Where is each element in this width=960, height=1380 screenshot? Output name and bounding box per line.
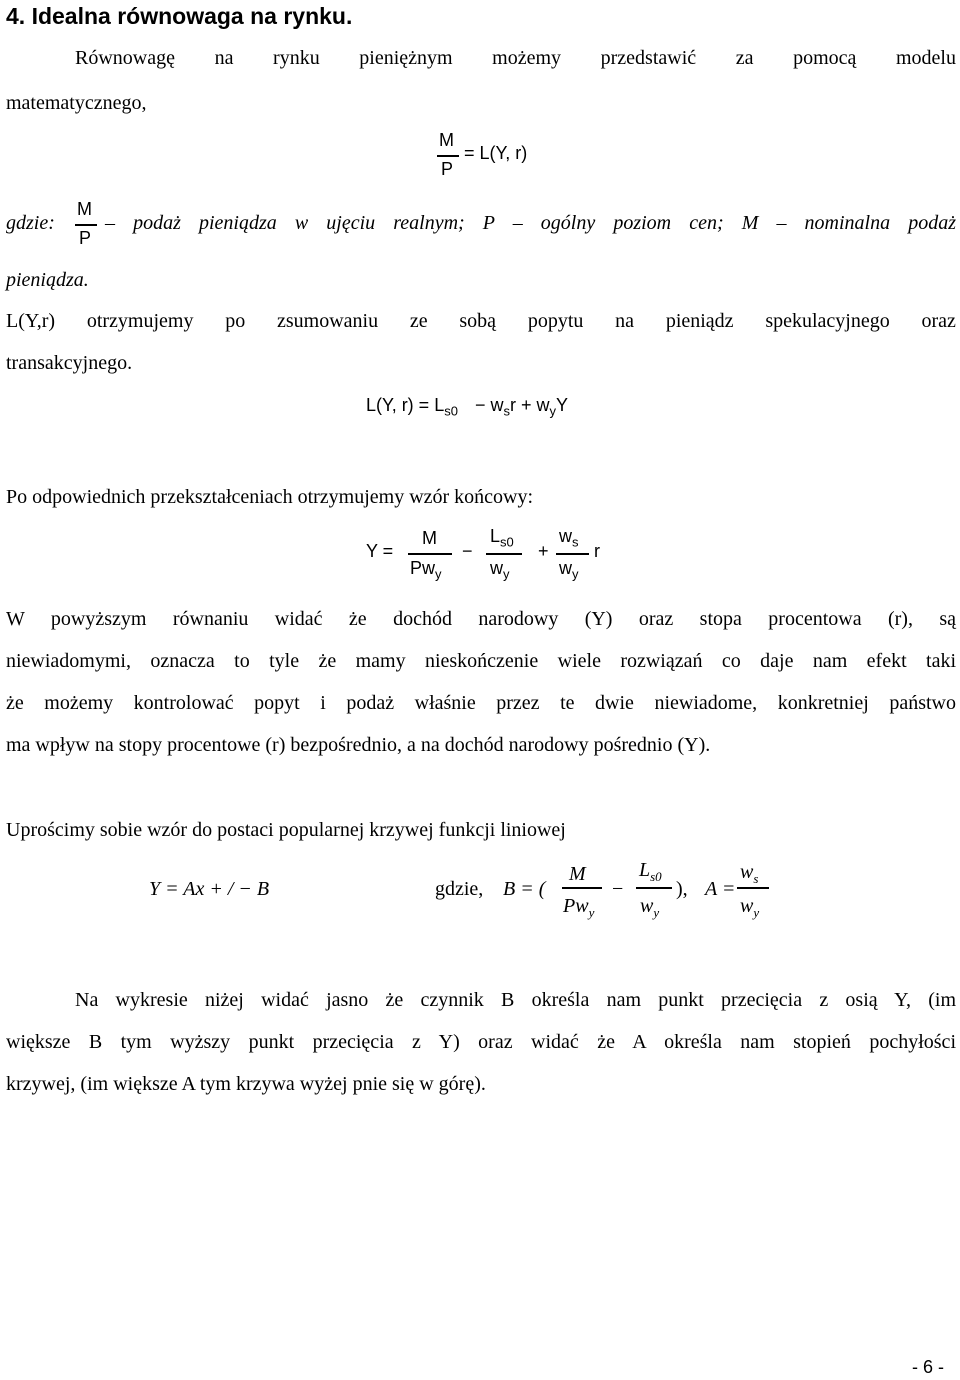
eq4-f2-num: $L_{s0}$ bbox=[639, 859, 662, 884]
eq3-f2-bar bbox=[486, 553, 522, 555]
eq3-f3-bar bbox=[556, 553, 589, 555]
para6-line-3: krzywej, (im większe A tym krzywa wyżej pnie się w górę). bbox=[6, 1073, 486, 1095]
para2-line-1: L(Y,r) otrzymujemy po zsumowaniu ze sobą popytu na pieniądz spekulacyjnego oraz bbox=[6, 310, 956, 332]
eq4-close: ), bbox=[676, 878, 688, 900]
eq3-f2-den: $w_y$ bbox=[490, 558, 510, 582]
eq4-a-lhs: A = bbox=[705, 878, 736, 900]
where-denominator: P bbox=[79, 228, 92, 248]
eq3-minus: − bbox=[462, 541, 473, 561]
para4-line-1: W powyższym równaniu widać że dochód narodowy (Y) oraz stopa procentowa (r), są bbox=[6, 608, 956, 630]
eq3-tail: r bbox=[594, 541, 600, 561]
where-fraction-bar bbox=[75, 224, 97, 226]
para4-line-2: niewiadomymi, oznacza to tyle że mamy nieskończenie wiele rozwiązań co daje nam efekt taki bbox=[6, 650, 956, 672]
eq3-plus: + bbox=[538, 541, 549, 561]
para6-line-1: Na wykresie niżej widać jasno że czynnik B określa nam punkt przecięcia z osią Y, (im bbox=[75, 989, 956, 1011]
eq4-f3-num: $w_s$ bbox=[740, 861, 759, 886]
eq4-f3-bar bbox=[737, 887, 769, 889]
eq4-gdzie: gdzie, bbox=[435, 878, 484, 900]
eq4-f3-den: $w_y$ bbox=[740, 895, 760, 920]
eq4-b-lhs: B = ( bbox=[503, 878, 546, 900]
eq4-f1-den: $Pw_y$ bbox=[563, 895, 595, 920]
eq1-numerator: M bbox=[439, 130, 454, 150]
eq4-f2-den: $w_y$ bbox=[640, 895, 660, 920]
eq1-fraction-bar bbox=[437, 155, 459, 157]
where-prefix: gdzie: bbox=[6, 212, 55, 234]
intro-line-2: matematycznego, bbox=[6, 92, 147, 114]
para3: Po odpowiednich przekształceniach otrzymujemy wzór końcowy: bbox=[6, 486, 534, 508]
where-line-1: – podaż pieniądza w ujęciu realnym; P – ogólny poziom cen; M – nominalna podaż bbox=[105, 212, 956, 234]
section-title: 4. Idealna równowaga na rynku. bbox=[6, 3, 353, 29]
eq4-main: Y = Ax + / − B bbox=[149, 878, 270, 900]
equation-money-demand: L(Y, $r) = L_{s0} - w_sr + w_yY$ bbox=[366, 395, 569, 419]
intro-line-1: Równowagę na rynku pieniężnym możemy przedstawić za pomocą modelu bbox=[75, 47, 956, 69]
page-number: - 6 - bbox=[912, 1357, 945, 1377]
para2-line-2: transakcyjnego. bbox=[6, 352, 133, 374]
eq3-f3-den: $w_y$ bbox=[559, 558, 579, 582]
para4-line-4: ma wpływ na stopy procentowe (r) bezpośrednio, a na dochód narodowy pośrednio (Y). bbox=[6, 734, 711, 756]
eq3-f1-num: M bbox=[422, 528, 437, 548]
eq4-f2-bar bbox=[636, 887, 672, 889]
para5: Uprościmy sobie wzór do postaci popularnej krzywej funkcji liniowej bbox=[6, 819, 566, 841]
eq3-lhs: Y = bbox=[366, 541, 394, 561]
para4-line-3: że możemy kontrolować popyt i podaż właśnie przez te dwie niewiadome, konkretniej państwo bbox=[6, 692, 956, 714]
where-line-2: pieniądza. bbox=[6, 269, 89, 291]
eq3-f2-num: $L_{s0}$ bbox=[490, 526, 514, 550]
eq1-rhs: = L(Y, r) bbox=[464, 143, 528, 163]
where-numerator: M bbox=[77, 199, 92, 219]
para6-line-2: większe B tym wyższy punkt przecięcia z Y) oraz widać że A określa nam stopień pochyłości bbox=[6, 1031, 956, 1053]
eq1-denominator: P bbox=[441, 159, 454, 179]
eq4-f1-bar bbox=[562, 887, 602, 889]
eq4-minus: − bbox=[612, 878, 624, 900]
eq4-f1-num: M bbox=[569, 863, 586, 885]
eq3-f1-bar bbox=[408, 553, 452, 555]
eq3-f1-den: $Pw_y$ bbox=[410, 558, 442, 582]
eq3-f3-num: $w_s$ bbox=[559, 526, 579, 550]
